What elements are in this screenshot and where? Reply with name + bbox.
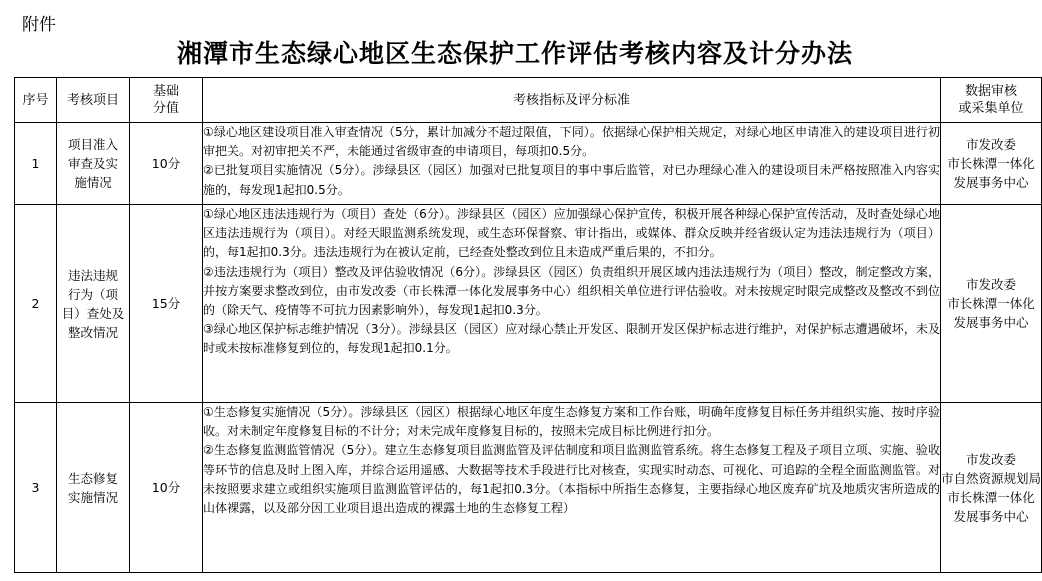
- header-criteria: 考核指标及评分标准: [203, 78, 941, 123]
- row-seq: 1: [15, 123, 57, 205]
- criteria-paragraph: ③绿心地区保护标志维护情况（3分）。涉绿县区（园区）应对绿心禁止开发区、限制开发区保护标志进行维护，对保护标志遭遇破坏，未及时或未按标准修复到位的，每发现1起扣0.1分。: [203, 322, 940, 356]
- row-criteria: [203, 205, 941, 403]
- row-unit: 市发改委 市长株潭一体化 发展事务中心: [941, 123, 1042, 205]
- row-unit: 市发改委 市长株潭一体化 发展事务中心: [941, 205, 1042, 403]
- header-score: 基础 分值: [130, 78, 203, 123]
- assessment-table: [14, 77, 1042, 573]
- row-score: 15分: [130, 205, 203, 403]
- row-criteria: [203, 123, 941, 205]
- table-row: [15, 205, 1042, 403]
- row-unit: 市发改委 市自然资源规划局 市长株潭一体化 发展事务中心: [941, 403, 1042, 573]
- row-item: 违法违规 行为（项 目）查处及 整改情况: [57, 205, 130, 403]
- row-seq: 2: [15, 205, 57, 403]
- row-criteria: [203, 403, 941, 573]
- table-row: [15, 403, 1042, 573]
- row-score: 10分: [130, 123, 203, 205]
- attachment-label: 附件: [22, 15, 56, 35]
- row-item: 生态修复 实施情况: [57, 403, 130, 573]
- criteria-paragraph: ①生态修复实施情况（5分）。涉绿县区（园区）根据绿心地区年度生态修复方案和工作台账，明确年度修复目标任务并组织实施、按时序验收。对未制定年度修复目标的不计分；对未完成年度修复目标的，按照未完成目标比例进行扣分。: [203, 405, 940, 439]
- document-title: 湘潭市生态绿心地区生态保护工作评估考核内容及计分办法: [176, 39, 853, 68]
- header-item: 考核项目: [57, 78, 130, 123]
- header-unit: 数据审核 或采集单位: [941, 78, 1042, 123]
- header-seq: 序号: [15, 78, 57, 123]
- row-item: 项目准入 审查及实 施情况: [57, 123, 130, 205]
- table-row: [15, 123, 1042, 205]
- table-header-row: [15, 78, 1042, 123]
- row-score: 10分: [130, 403, 203, 573]
- criteria-paragraph: ②已批复项目实施情况（5分）。涉绿县区（园区）加强对已批复项目的事中事后监管，对已办理绿心准入的建设项目未严格按照准入内容实施的，每发现1起扣0.5分。: [203, 163, 940, 197]
- criteria-paragraph: ②生态修复监测监管情况（5分）。建立生态修复项目监测监管及评估制度和项目监测监管系统。将生态修复工程及子项目立项、实施、验收等环节的信息及时上图入库，并综合运用遥感、大数据等技术手段进行比对核查，实现实时动态、可视化、可追踪的全程全面监测监管。对未按照要求建立或组织实施项目监测监管评估的，每1起扣0.3分。（本指标中所指生态修复，主要指绿心地区废弃矿坑及地质灾害所造成的山体裸露，以及部分因工业项目退出造成的裸露土地的生态修复工程）: [203, 443, 940, 516]
- criteria-paragraph: ①绿心地区违法违规行为（项目）查处（6分）。涉绿县区（园区）应加强绿心保护宣传，积极开展各种绿心保护宣传活动，及时查处绿心地区违法违规行为（项目）。对经天眼监测系统发现，或生态环保督察、审计指出，或媒体、群众反映并经省级认定为违法违规行为（项目）的，每1起扣0.3分。违法违规行为在被认定前，已经查处整改到位且未造成严重后果的，不扣分。: [203, 207, 940, 260]
- criteria-paragraph: ②违法违规行为（项目）整改及评估验收情况（6分）。涉绿县区（园区）负责组织开展区域内违法违规行为（项目）整改，制定整改方案，并按方案要求整改到位，由市发改委（市长株潭一体化发展事务中心）组织相关单位进行评估验收。对未按规定时限完成整改及整改不到位的（除天气、疫情等不可抗力因素影响外），每发现1起扣0.3分。: [203, 264, 940, 318]
- criteria-paragraph: ①绿心地区建设项目准入审查情况（5分，累计加减分不超过限值，下同）。依据绿心保护相关规定，对绿心地区申请准入的建设项目进行初审把关。对初审把关不严，未能通过省级审查的申请项目，每项扣0.5分。: [203, 125, 940, 159]
- row-seq: 3: [15, 403, 57, 573]
